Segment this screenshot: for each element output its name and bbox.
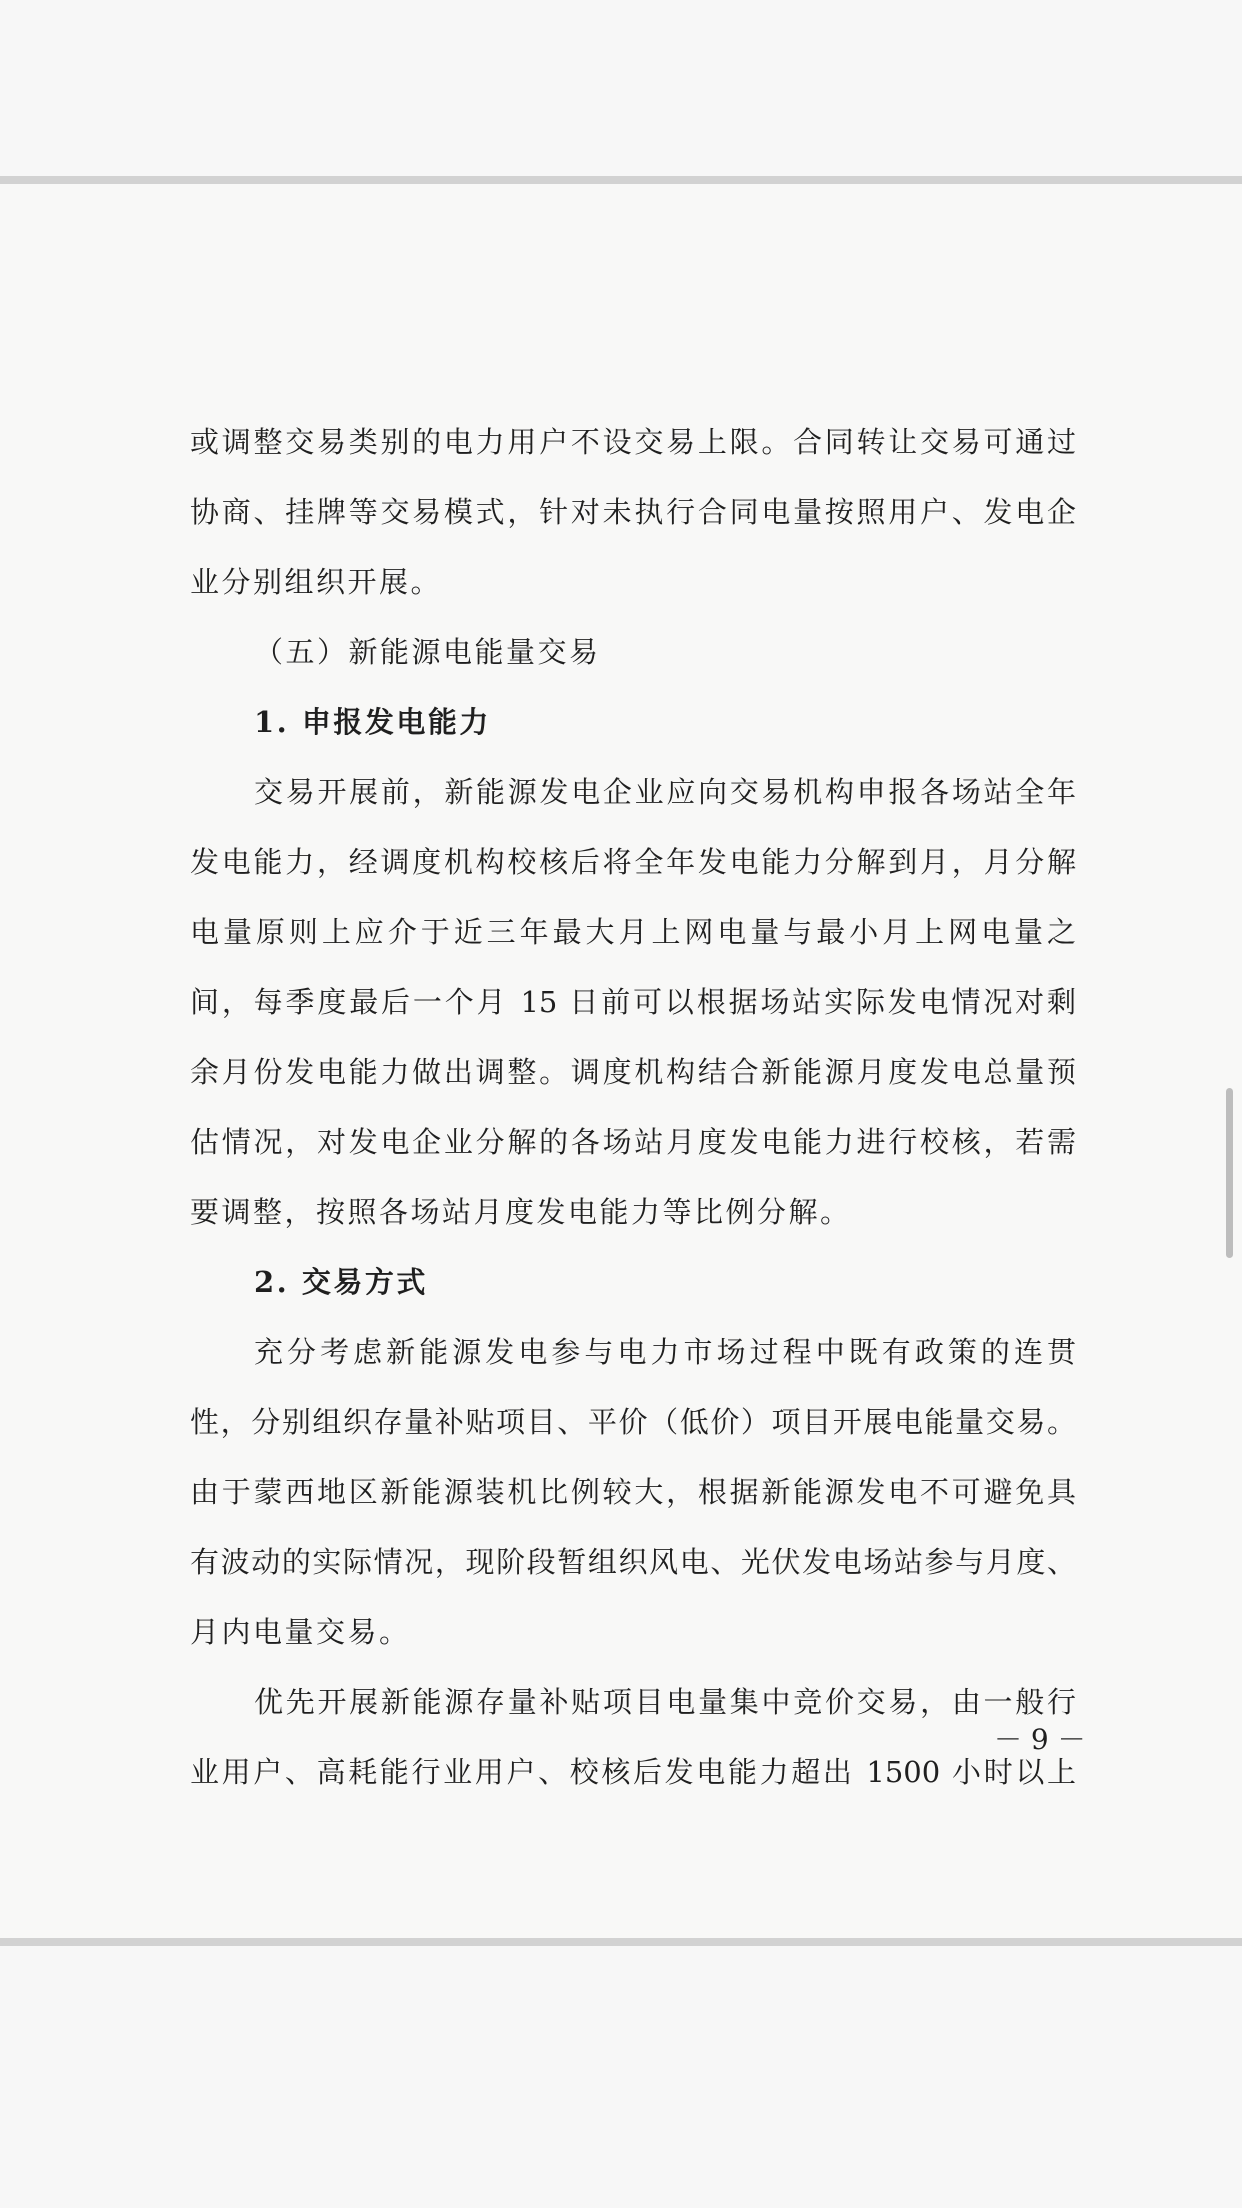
next-page-top — [0, 1946, 1242, 2208]
text-line-14: 充分考虑新能源发电参与电力市场过程中既有政策的连贯 — [254, 1335, 1076, 1369]
subheading-declare-capacity: 1. 申报发电能力 — [254, 705, 491, 739]
section-heading: （五）新能源电能量交易 — [254, 635, 601, 669]
text-line-2: 协商、挂牌等交易模式，针对未执行合同电量按照用户、发电企 — [190, 495, 1076, 529]
text-line-10: 余月份发电能力做出调整。调度机构结合新能源月度发电总量预 — [190, 1055, 1076, 1089]
text-line-15: 性，分别组织存量补贴项目、平价（低价）项目开展电能量交易。 — [190, 1405, 1076, 1439]
document-page — [0, 184, 1242, 1938]
subheading-trading-method: 2. 交易方式 — [254, 1265, 428, 1299]
text-line-11: 估情况，对发电企业分解的各场站月度发电能力进行校核，若需 — [190, 1125, 1076, 1159]
text-line-9: 间，每季度最后一个月 15 日前可以根据场站实际发电情况对剩 — [190, 985, 1076, 1019]
text-line-3: 业分别组织开展。 — [190, 565, 443, 599]
text-line-6: 交易开展前，新能源发电企业应向交易机构申报各场站全年 — [254, 775, 1076, 809]
text-line-20: 业用户、高耗能行业用户、校核后发电能力超出 1500 小时以上 — [190, 1755, 1076, 1789]
scrollbar-thumb[interactable] — [1226, 1088, 1233, 1258]
text-line-17: 有波动的实际情况，现阶段暂组织风电、光伏发电场站参与月度、 — [190, 1545, 1076, 1579]
page-number: － 9 － — [994, 1723, 1086, 1756]
text-line-1: 或调整交易类别的电力用户不设交易上限。合同转让交易可通过 — [190, 425, 1076, 459]
text-line-19: 优先开展新能源存量补贴项目电量集中竞价交易，由一般行 — [254, 1685, 1076, 1719]
previous-page-bottom — [0, 0, 1242, 176]
text-line-12: 要调整，按照各场站月度发电能力等比例分解。 — [190, 1195, 852, 1229]
text-line-18: 月内电量交易。 — [190, 1615, 411, 1649]
text-line-7: 发电能力，经调度机构校核后将全年发电能力分解到月，月分解 — [190, 845, 1076, 879]
page-separator — [0, 176, 1242, 184]
text-line-8: 电量原则上应介于近三年最大月上网电量与最小月上网电量之 — [190, 915, 1076, 949]
text-line-16: 由于蒙西地区新能源装机比例较大，根据新能源发电不可避免具 — [190, 1475, 1076, 1509]
page-separator — [0, 1938, 1242, 1946]
